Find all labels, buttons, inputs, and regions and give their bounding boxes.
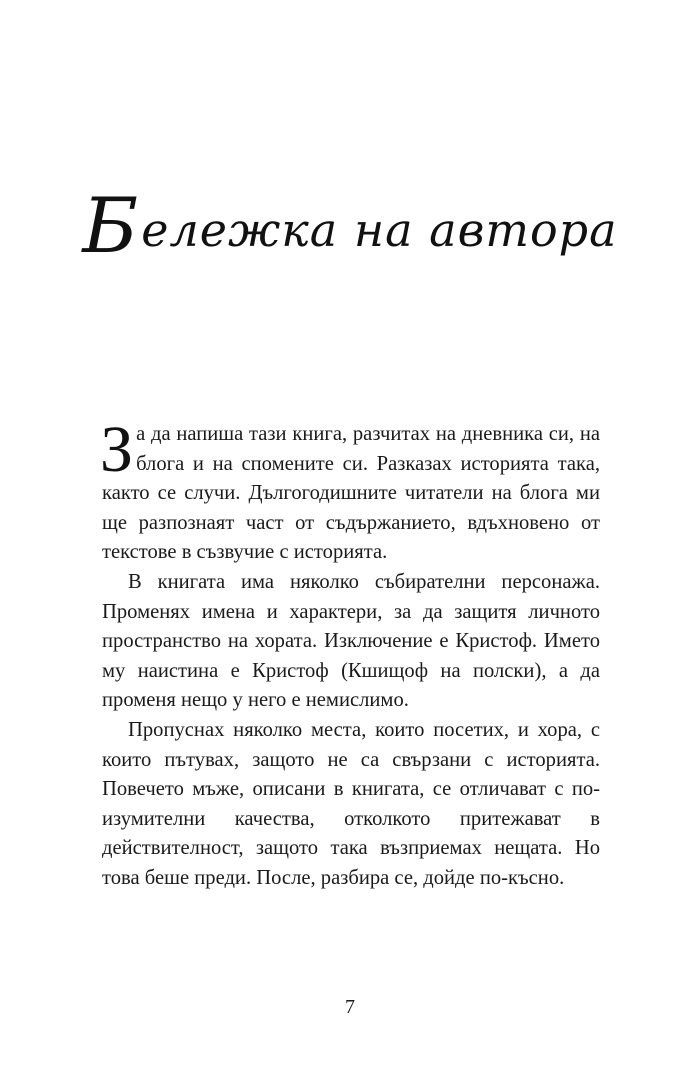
chapter-title-rest: ележка на автора [141,203,618,257]
paragraph-2: В книгата има няколко събирателни персонажа. Променях имена и характери, за да защитя личното пространство на хората. Изключение е Кристоф. Името му наистина е Кристоф (Кшищоф на полски), а да променя нещо у него е немислимо. [102,570,600,712]
paragraph-3: Пропуснах няколко места, които посетих, и хора, с които пътувах, защото не са свързани с историята. Повечето мъже, описани в книгата, се отличават с по-изумителни качества, отколкото притежават в действителност, защото така възприемах нещата. Но това беше преди. После, разбира се, дойде по-късно. [102,718,600,889]
paragraph-1 [100,413,600,568]
chapter-title [0,181,700,270]
chapter-title-initial: Б [82,181,140,270]
body-text [100,413,600,894]
page-number: 7 [345,996,355,1018]
drop-cap: З [100,413,134,486]
paragraph-1-text: а да напиша тази книга, разчитах на дневника си, на блога и на спомените си. Разказах историята така, както се случи. Дългогодишните читатели на блога ми ще разпознаят част от съдържанието, вдъхновено от текстове в съзвучие с историята. [102,423,600,564]
